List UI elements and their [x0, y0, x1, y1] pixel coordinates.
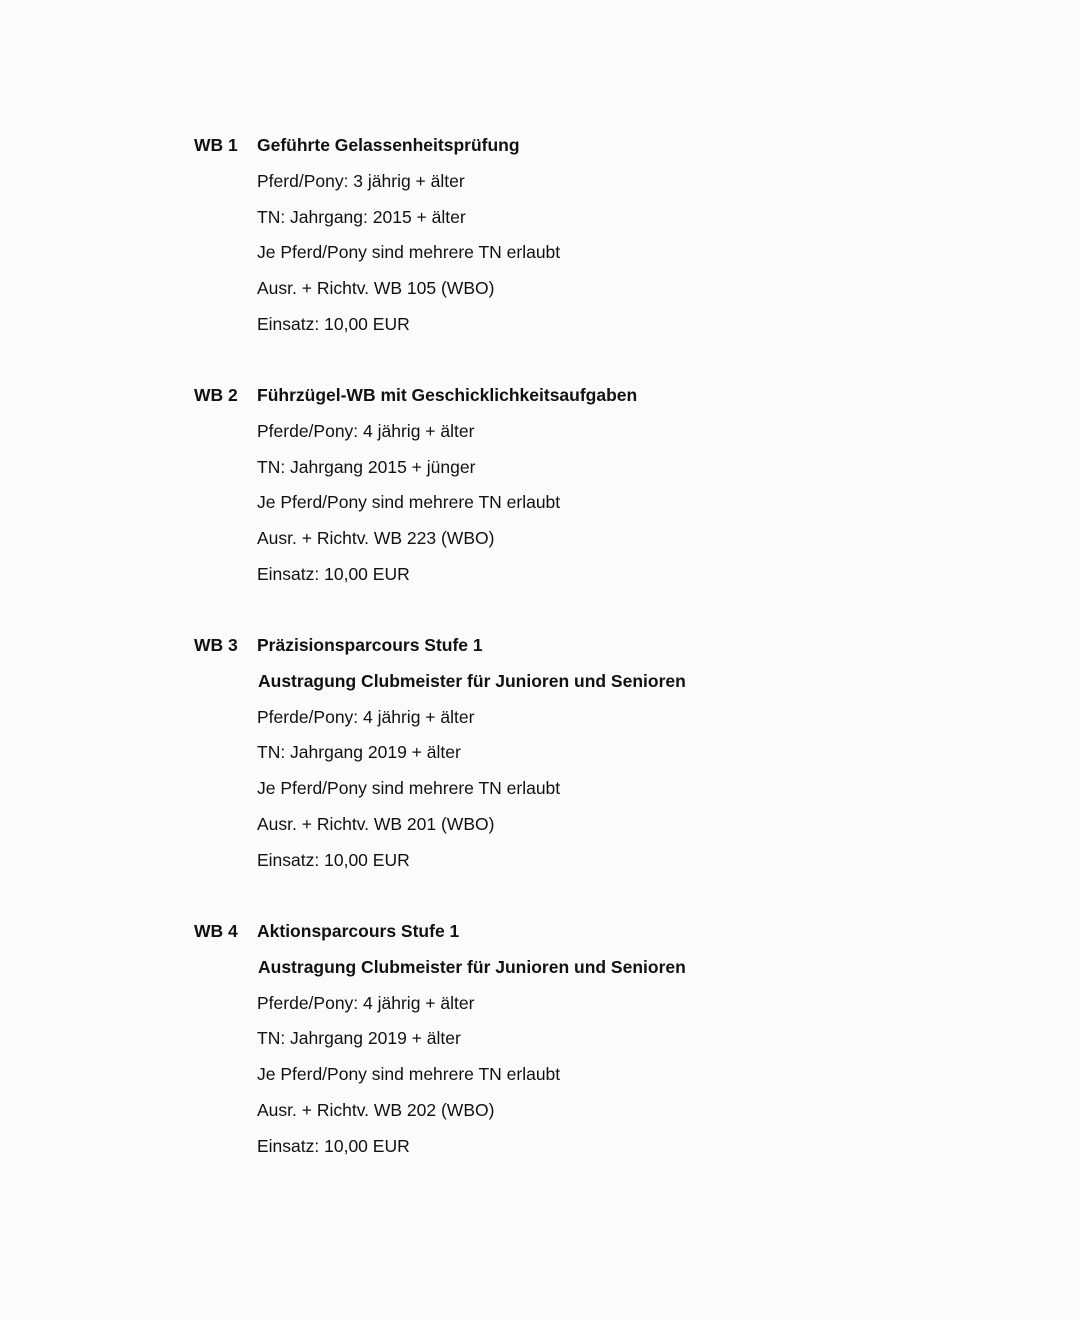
section-subtitle: Austragung Clubmeister für Junioren und Senioren — [258, 670, 686, 691]
section-code: WB 1 — [194, 135, 238, 155]
section-header — [194, 634, 954, 670]
section-line: Einsatz: 10,00 EUR — [257, 313, 410, 334]
section-line: Je Pferd/Pony sind mehrere TN erlaubt — [257, 242, 561, 263]
section-line: TN: Jahrgang: 2015 + älter — [257, 206, 466, 227]
section-line: Einsatz: 10,00 EUR — [257, 563, 410, 584]
section-wb-3 — [194, 634, 954, 885]
section-code: WB 4 — [194, 921, 238, 941]
section-wb-2 — [194, 384, 954, 599]
section-line: Ausr. + Richtv. WB 202 (WBO) — [257, 1099, 495, 1120]
section-title: Aktionsparcours Stufe 1 — [257, 921, 460, 941]
section-line: Je Pferd/Pony sind mehrere TN erlaubt — [257, 492, 561, 513]
section-line: Ausr. + Richtv. WB 223 (WBO) — [257, 528, 495, 549]
section-line: Je Pferd/Pony sind mehrere TN erlaubt — [257, 1064, 561, 1085]
section-line: Pferde/Pony: 4 jährig + älter — [257, 420, 475, 441]
section-code: WB 3 — [194, 635, 238, 655]
section-line: TN: Jahrgang 2015 + jünger — [257, 456, 476, 477]
section-line: Ausr. + Richtv. WB 105 (WBO) — [257, 278, 495, 299]
section-header — [194, 134, 954, 170]
section-line: Pferde/Pony: 4 jährig + älter — [257, 992, 475, 1013]
section-wb-1 — [194, 134, 954, 349]
section-wb-4 — [194, 920, 954, 1171]
section-code: WB 2 — [194, 385, 238, 405]
section-line: Einsatz: 10,00 EUR — [257, 1135, 410, 1156]
section-title: Führzügel-WB mit Geschicklichkeitsaufgaben — [257, 385, 638, 405]
section-line: TN: Jahrgang 2019 + älter — [257, 1028, 461, 1049]
section-title: Präzisionsparcours Stufe 1 — [257, 635, 483, 655]
section-line: Pferde/Pony: 4 jährig + älter — [257, 706, 475, 727]
section-line: Pferd/Pony: 3 jährig + älter — [257, 170, 465, 191]
section-line: Einsatz: 10,00 EUR — [257, 849, 410, 870]
section-line: Ausr. + Richtv. WB 201 (WBO) — [257, 813, 495, 834]
section-title: Geführte Gelassenheitsprüfung — [257, 135, 520, 155]
section-line: TN: Jahrgang 2019 + älter — [257, 742, 461, 763]
section-subtitle: Austragung Clubmeister für Junioren und Senioren — [258, 956, 686, 977]
section-line: Je Pferd/Pony sind mehrere TN erlaubt — [257, 778, 561, 799]
section-header — [194, 384, 954, 420]
section-header — [194, 920, 954, 956]
